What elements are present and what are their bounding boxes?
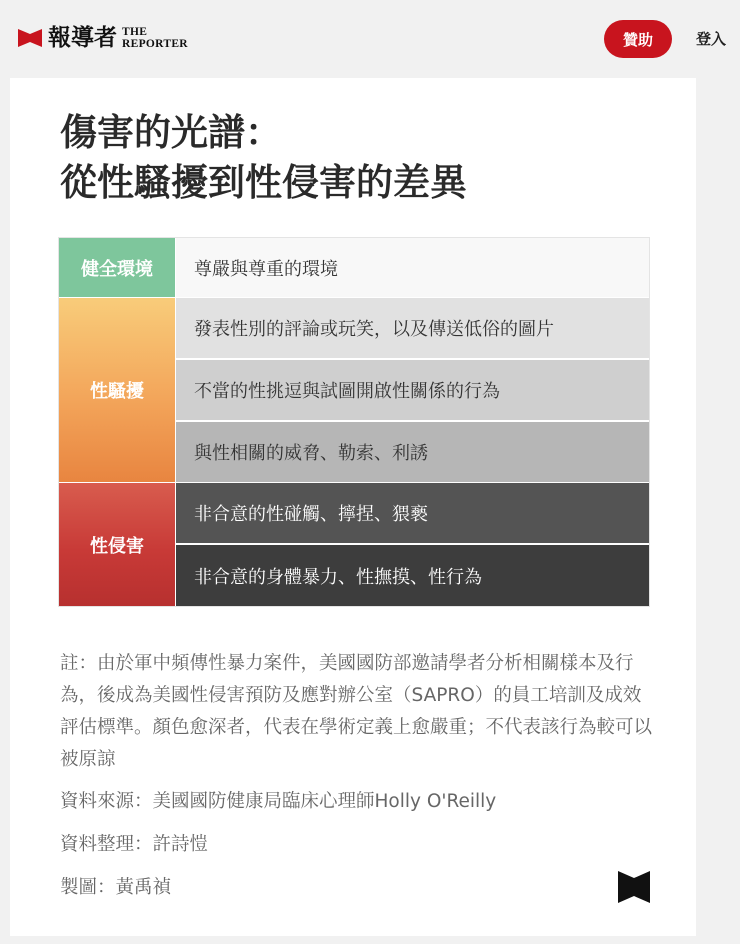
- category-sexual-assault: 性侵害: [59, 483, 175, 606]
- logo-english-text: [122, 26, 188, 50]
- logo-chinese-text: 報導者: [48, 24, 117, 51]
- login-link[interactable]: 登入: [696, 30, 727, 48]
- spectrum-row: 尊嚴與尊重的環境: [176, 238, 649, 297]
- spectrum-row: 非合意的身體暴力、性撫摸、性行為: [176, 545, 649, 606]
- data-source: 資料來源：美國國防健康局臨床心理師Holly O'Reilly: [60, 791, 497, 812]
- spectrum-row: 發表性別的評論或玩笑，以及傳送低俗的圖片: [176, 298, 649, 358]
- category-sexual-harassment: 性騷擾: [59, 298, 175, 482]
- spectrum-row: 與性相關的威脅、勒索、利誘: [176, 422, 649, 482]
- logo-english-line1: THE: [122, 26, 148, 38]
- illustrator-credit: 製圖：黃禹禎: [60, 877, 172, 898]
- spectrum-row: 不當的性挑逗與試圖開啟性關係的行為: [176, 360, 649, 420]
- data-organizer: 資料整理：許詩愷: [60, 834, 209, 855]
- title-line-1: 傷害的光譜：: [60, 111, 282, 154]
- footnote: 註：由於軍中頻傳性暴力案件，美國國防部邀請學者分析相關樣本及行為，後成為美國性侵害預防及應對辦公室（SAPRO）的員工培訓及成效評估標準。顏色愈深者，代表在學術定義上愈嚴重；不代表該行為較可以被原諒: [60, 653, 653, 770]
- site-header: [0, 0, 740, 78]
- sponsor-button[interactable]: 贊助: [604, 20, 672, 58]
- reporter-logo-icon: [18, 26, 42, 50]
- logo-english-line2: REPORTER: [122, 38, 188, 50]
- spectrum-row: 非合意的性碰觸、擰捏、猥褻: [176, 483, 649, 543]
- reporter-mark-icon: [618, 871, 650, 903]
- infographic-title: [60, 108, 467, 208]
- infographic-card: [10, 78, 696, 936]
- title-line-2: 從性騷擾到性侵害的差異: [60, 161, 467, 204]
- harm-spectrum-table: [58, 237, 650, 607]
- category-healthy-environment: 健全環境: [59, 238, 175, 297]
- site-logo[interactable]: [18, 26, 188, 50]
